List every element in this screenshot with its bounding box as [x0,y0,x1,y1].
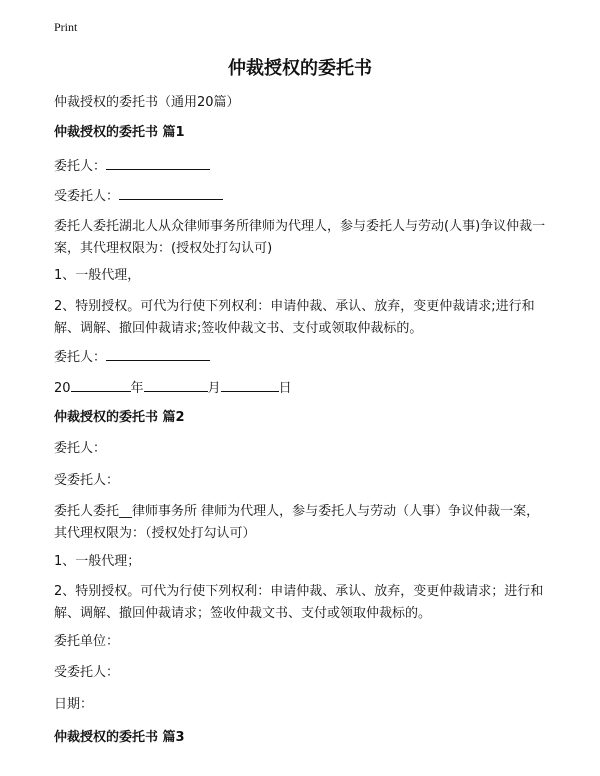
month-blank [144,377,208,392]
document-title: 仲裁授权的委托书 [228,58,372,79]
agent2-line-2: 受委托人： [54,665,120,680]
sign-blank [106,346,210,361]
agent-blank [119,185,223,200]
agent-line-2: 受委托人： [54,473,120,488]
principal-label: 委托人： [54,159,107,174]
section-1-item-2: 2、特别授权。可代为行使下列权利：申请仲裁、承认、放弃，变更仲裁请求;进行和解、调解、撤回仲裁请求;签收仲裁文书、支付或领取仲裁标的。 [54,299,535,336]
section-2-item-2: 2、特别授权。可代为行使下列权利：申请仲裁、承认、放弃，变更仲裁请求；进行和解、调解、撤回仲裁请求；签收仲裁文书、支付或领取仲裁标的。 [54,584,544,621]
section-2-paragraph: 委托人委托__律师事务所 律师为代理人，参与委托人与劳动（人事）争议仲裁一案，其代理权限为：（授权处打勾认可） [54,504,540,541]
section-heading-3: 仲裁授权的委托书 篇3 [54,730,185,745]
date-month: 月 [207,381,221,396]
principal-line-2: 委托人： [54,441,107,456]
date-line-1 [54,377,292,400]
year-blank [71,377,131,392]
section-heading-1: 仲裁授权的委托书 篇1 [54,125,185,140]
unit-line-2: 委托单位： [54,634,120,649]
section-heading-2: 仲裁授权的委托书 篇2 [54,410,185,425]
section-1-paragraph: 委托人委托湖北人从众律师事务所律师为代理人，参与委托人与劳动(人事)争议仲裁一案，其代理权限为：(授权处打勾认可) [54,219,546,256]
date-line-2: 日期： [54,697,94,712]
date-prefix: 20 [54,381,71,396]
print-link[interactable]: Print [54,20,78,34]
day-blank [221,377,279,392]
section-1-item-1: 1、一般代理， [54,268,141,283]
date-year: 年 [130,381,144,396]
sign-line-1 [54,346,210,369]
principal-line-1 [54,155,210,178]
principal-blank [106,155,210,170]
agent-label: 受委托人： [54,189,120,204]
sign-label: 委托人： [54,350,107,365]
document-subtitle: 仲裁授权的委托书（通用20篇） [54,95,240,110]
section-2-item-1: 1、一般代理； [54,554,141,569]
date-day: 日 [278,381,292,396]
agent-line-1 [54,185,223,208]
